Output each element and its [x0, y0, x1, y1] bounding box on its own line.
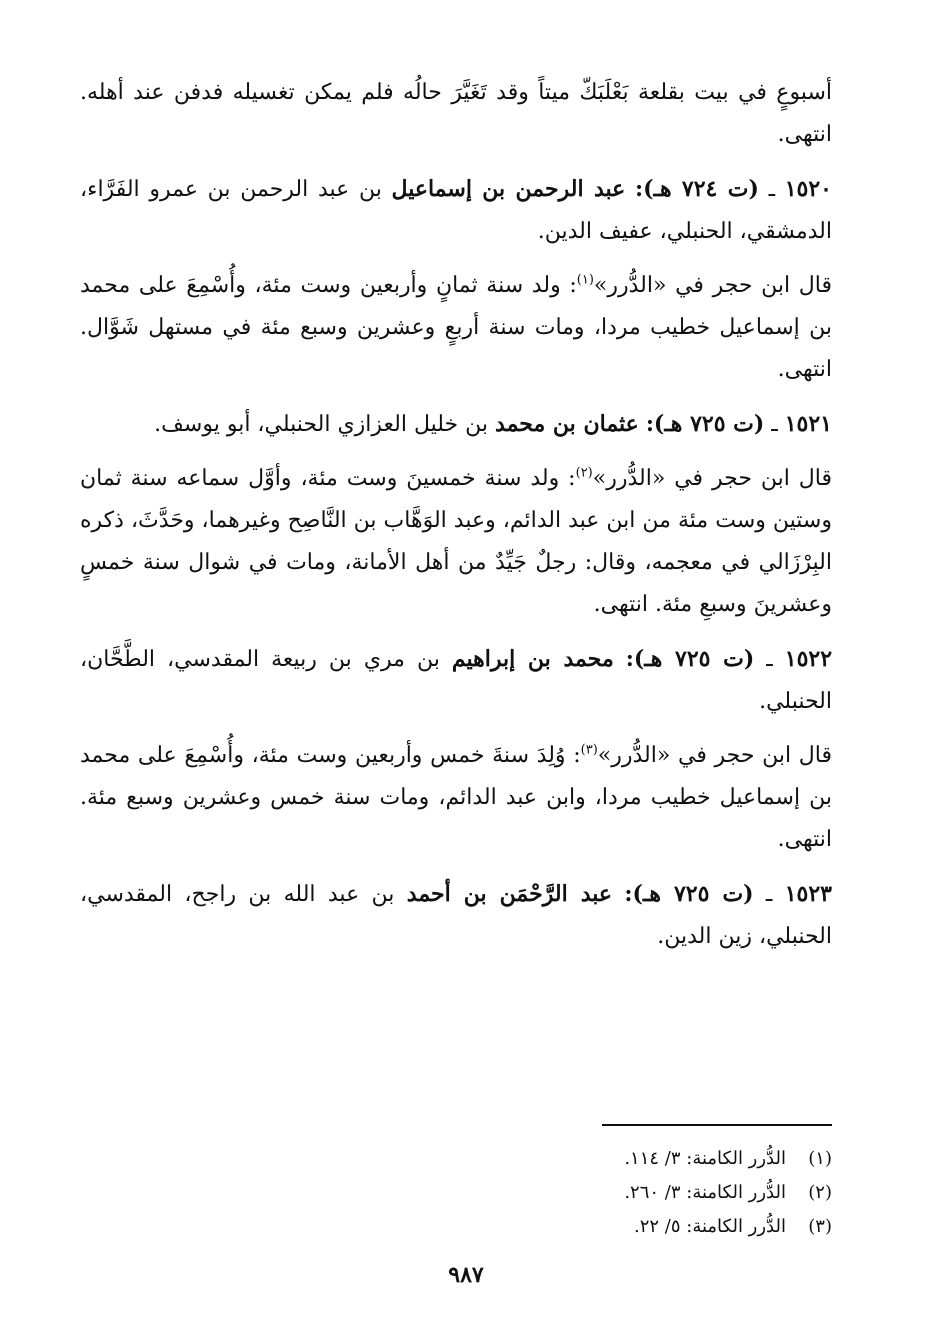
footnotes: [532, 1142, 832, 1244]
entry-rest: بن عبد الرحمن بن عمرو الفَرَّاء، الدمشقي، الحنبلي، عفيف الدين.: [80, 177, 832, 244]
page-number: ٩٨٧: [448, 1262, 484, 1288]
footnote-3: [532, 1210, 832, 1244]
entry-rest: بن خليل العزازي الحنبلي، أبو يوسف.: [154, 412, 489, 437]
footnote-2: [532, 1176, 832, 1210]
citation-intro: قال ابن حجر في «الدُّرر»: [592, 466, 833, 491]
person-name: محمد بن إبراهيم: [451, 646, 614, 672]
footnote-mark: (٣): [808, 1216, 832, 1237]
biography-entry-1520: ١٥٢٠ ـ (ت ٧٢٤ هـ): عبد الرحمن بن إسماعيل بن عبد الرحمن بن عمرو الفَرَّاء، الدمشقي، الحنبلي، عفيف الدين.: [80, 176, 832, 244]
citation-paragraph-1: [80, 265, 832, 391]
person-name: عثمان بن محمد: [495, 411, 639, 437]
biography-entry-1523: ١٥٢٣ ـ (ت ٧٢٥ هـ): عبد الرَّحْمَن بن أحمد بن عبد الله بن راجح، المقدسي، الحنبلي، زين الدين.: [80, 881, 832, 949]
footnote-reference: (١): [576, 272, 594, 288]
footnote-reference: (٢): [575, 465, 593, 481]
entry-number: ١٥٢١: [784, 411, 832, 437]
citation-intro: قال ابن حجر في «الدُّرر»: [597, 743, 832, 768]
paragraph-continuation: [80, 72, 832, 156]
citation-text: : وُلِدَ سنةَ خمس وأربعين وست مئة، وأُسْمِعَ على محمد بن إسماعيل خطيب مردا، وابن عبد الدائم، ومات سنة خمس وعشرين وسبع مئة. انتهى.: [80, 743, 832, 852]
death-year: (ت ٧٢٥ هـ):: [624, 881, 754, 907]
death-year: (ت ٧٢٤ هـ):: [634, 176, 759, 202]
page-body: [80, 72, 832, 970]
paragraph-text: أسبوعٍ في بيت بقلعة بَعْلَبَكّ ميتاً وقد تَغَيَّرَ حالُه فلم يمكن تغسيله فدفن عند أهله. انتهى.: [80, 80, 832, 147]
footnote-1: [532, 1142, 832, 1176]
entry-number: ١٥٢٢: [784, 646, 833, 672]
citation-text: : ولد سنة ثمانٍ وأربعين وست مئة، وأُسْمِعَ على محمد بن إسماعيل خطيب مردا، ومات سنة أربعٍ وعشرين وسبع مئة في مستهل شَوَّال. انتهى.: [80, 273, 832, 382]
person-name: عبد الرَّحْمَن بن أحمد: [406, 881, 613, 907]
citation-intro: قال ابن حجر في «الدُّرر»: [593, 273, 832, 298]
footnote-mark: (٢): [808, 1182, 832, 1203]
entry-rest: بن مري بن ربيعة المقدسي، الطَّحَّان، الحنبلي.: [80, 647, 832, 714]
death-year: (ت ٧٢٥ هـ):: [645, 411, 765, 437]
footnote-mark: (١): [808, 1148, 832, 1169]
entry-number: ١٥٢٠: [784, 176, 832, 202]
citation-text: : ولد سنة خمسينَ وست مئة، وأوَّل سماعه سنة ثمان وستين وست مئة من ابن عبد الدائم، وعبد الوَهَّاب بن النَّاصِح وغيرهما، وحَدَّثَ، ذكره البِرْزَالي في معجمه، وقال: رجلٌ جَيِّدٌ من أهل الأمانة، ومات في شوال سنة خمسٍ وعشرينَ وسبعِ مئة. انتهى.: [80, 466, 832, 617]
biography-entry-1522: ١٥٢٢ ـ (ت ٧٢٥ هـ): محمد بن إبراهيم بن مري بن ربيعة المقدسي، الطَّحَّان، الحنبلي.: [80, 646, 833, 714]
footnote-text: الدُّرر الكامنة: ٣/ ١١٤.: [624, 1148, 786, 1169]
footnote-reference: (٣): [580, 742, 598, 758]
citation-paragraph-2: [80, 458, 832, 626]
death-year: (ت ٧٢٥ هـ):: [625, 646, 755, 672]
footnote-text: الدُّرر الكامنة: ٥/ ٢٢.: [633, 1216, 786, 1237]
footnote-text: الدُّرر الكامنة: ٣/ ٢٦٠.: [624, 1182, 786, 1203]
person-name: عبد الرحمن بن إسماعيل: [391, 176, 626, 202]
citation-paragraph-3: [80, 735, 832, 861]
biography-entry-1521: ١٥٢١ ـ (ت ٧٢٥ هـ): عثمان بن محمد بن خليل العزازي الحنبلي، أبو يوسف.: [154, 411, 832, 437]
entry-rest: بن عبد الله بن راجح، المقدسي، الحنبلي، زين الدين.: [80, 882, 832, 949]
entry-number: ١٥٢٣: [784, 881, 832, 907]
footnote-separator: [602, 1124, 832, 1126]
